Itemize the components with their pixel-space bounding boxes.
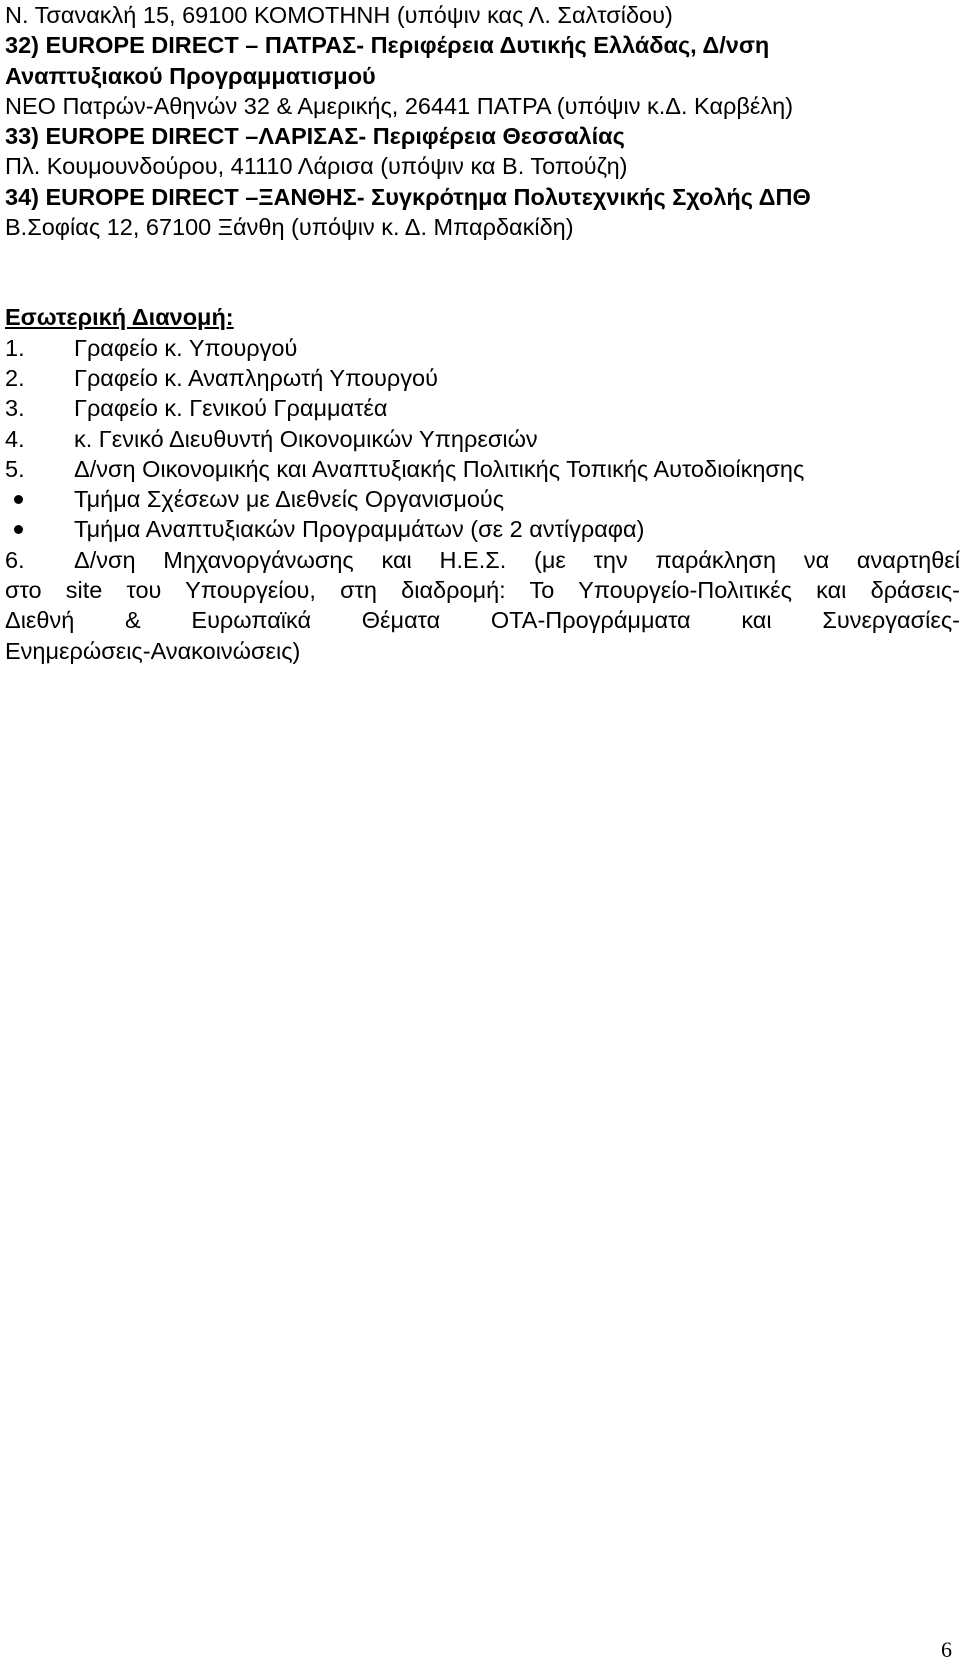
list-item-continuation: Διεθνή & Ευρωπαϊκά Θέματα ΟΤΑ-Προγράμματα και Συνεργασίες- xyxy=(5,607,960,634)
bullet-icon xyxy=(14,495,23,504)
europe-direct-patras-address: ΝΕΟ Πατρών-Αθηνών 32 & Αμερικής, 26441 ΠΑΤΡΑ (υπόψιν κ.Δ. Καρβέλη) xyxy=(5,92,794,119)
list-item-number: 3. xyxy=(5,395,25,422)
page-number: 6 xyxy=(941,1637,952,1662)
list-item-number: 5. xyxy=(5,455,25,482)
europe-direct-xanthi-address: Β.Σοφίας 12, 67100 Ξάνθη (υπόψιν κ. Δ. Μπαρδακίδη) xyxy=(5,214,574,241)
list-item-continuation: Ενημερώσεις-Ανακοινώσεις) xyxy=(5,637,301,664)
list-item xyxy=(5,454,960,484)
list-item-number: 6. xyxy=(5,546,25,573)
list-item xyxy=(5,363,960,393)
list-item xyxy=(5,424,960,454)
europe-direct-patras-title: 32) EUROPE DIRECT – ΠΑΤΡΑΣ- Περιφέρεια Δυτικής Ελλάδας, Δ/νση xyxy=(5,32,770,59)
list-item-text: Γραφείο κ. Αναπληρωτή Υπουργού xyxy=(74,364,438,391)
list-item-continuation: στο site του Υπουργείου, στη διαδρομή: Το Υπουργείο-Πολιτικές και δράσεις- xyxy=(5,577,960,604)
list-item-text: Γραφείο κ. Υπουργού xyxy=(74,334,298,361)
list-item-number: 2. xyxy=(5,364,25,391)
bullet-item xyxy=(5,484,960,514)
bullet-icon xyxy=(14,525,23,534)
internal-distribution-heading: Εσωτερική Διανομή: xyxy=(5,304,234,331)
bullet-item xyxy=(5,514,960,544)
bullet-item-text: Τμήμα Σχέσεων με Διεθνείς Οργανισμούς xyxy=(74,486,505,513)
list-item-number: 4. xyxy=(5,425,25,452)
document-body xyxy=(5,0,960,666)
list-item-text: Γραφείο κ. Γενικού Γραμματέα xyxy=(74,395,388,422)
bullet-item-text: Τμήμα Αναπτυξιακών Προγραμμάτων (σε 2 αντίγραφα) xyxy=(74,516,645,543)
address-line-komotini: Ν. Τσανακλή 15, 69100 ΚΟΜΟΤΗΝΗ (υπόψιν κας Λ. Σαλτσίδου) xyxy=(5,2,673,28)
list-item-text: Δ/νση Οικονομικής και Αναπτυξιακής Πολιτικής Τοπικής Αυτοδιοίκησης xyxy=(74,455,805,482)
list-item xyxy=(5,333,960,363)
europe-direct-xanthi-title: 34) EUROPE DIRECT –ΞΑΝΘΗΣ- Συγκρότημα Πολυτεχνικής Σχολής ΔΠΘ xyxy=(5,183,811,210)
list-item-number: 1. xyxy=(5,334,25,361)
list-item-text: Δ/νση Μηχανοργάνωσης και Η.Ε.Σ. (με την παράκληση να αναρτηθεί xyxy=(74,546,960,573)
list-item xyxy=(5,545,960,575)
list-item-text: κ. Γενικό Διευθυντή Οικονομικών Υπηρεσιών xyxy=(74,425,538,452)
spacer xyxy=(5,242,960,302)
europe-direct-larisa-address: Πλ. Κουμουνδούρου, 41110 Λάρισα (υπόψιν κα Β. Τοπούζη) xyxy=(5,153,628,180)
list-item xyxy=(5,393,960,423)
europe-direct-patras-title-cont: Αναπτυξιακού Προγραμματισμού xyxy=(5,62,376,89)
europe-direct-larisa-title: 33) EUROPE DIRECT –ΛΑΡΙΣΑΣ- Περιφέρεια Θεσσαλίας xyxy=(5,123,625,150)
